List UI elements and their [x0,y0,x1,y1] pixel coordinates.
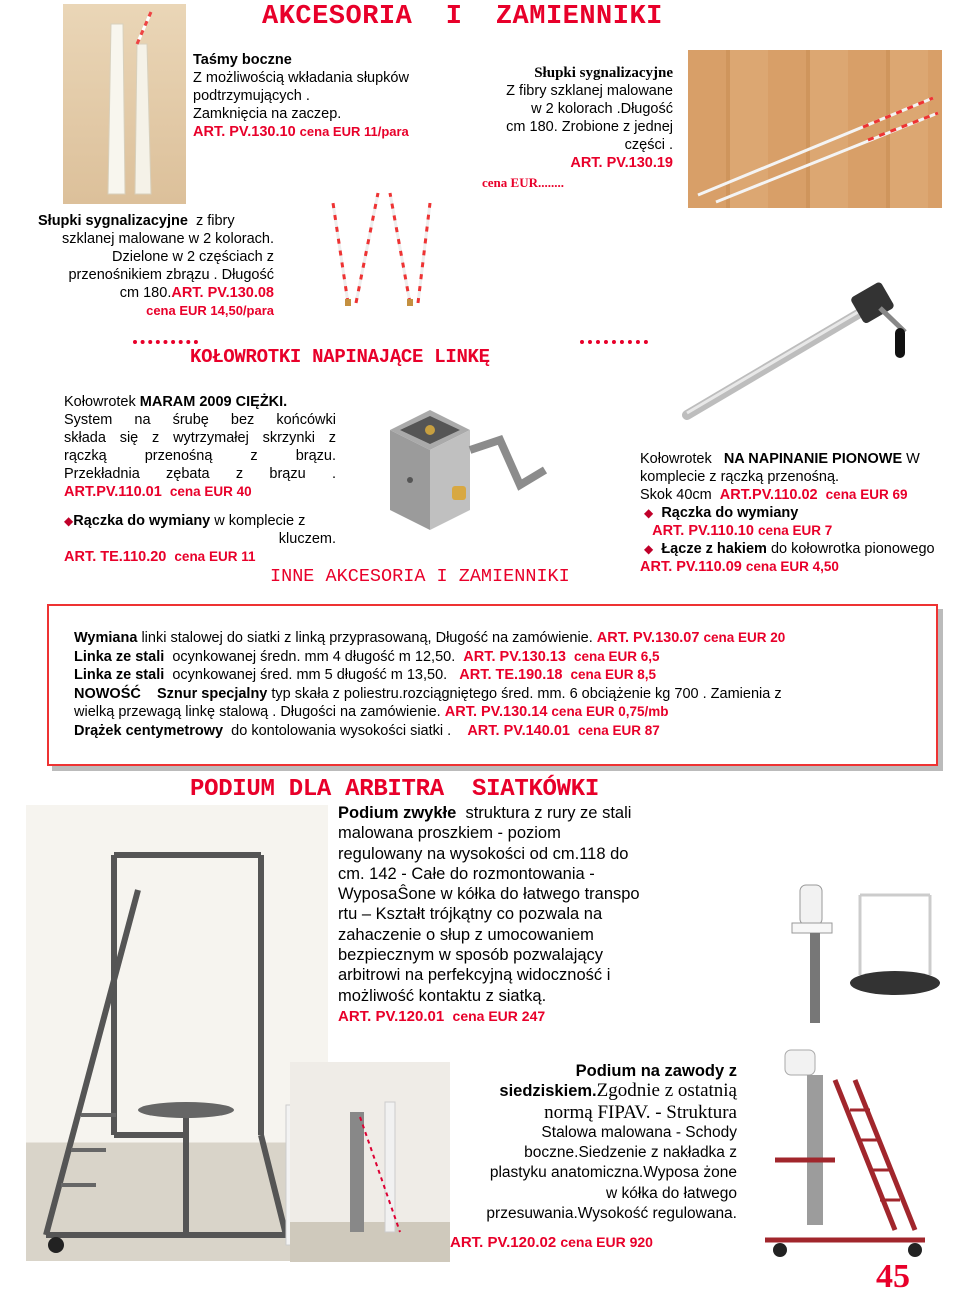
maram-desc-2: składa się z wytrzymałej skrzynki z [64,430,336,446]
inne-row-2-art: ART. PV.130.13 [463,648,566,665]
inne-row-3-art: ART. TE.190.18 [459,667,563,683]
one-piece-posts-art: ART. PV.130.19 [570,155,673,171]
inne-row-2-text: ocynkowanej średn. mm 4 długość m 12,50. [172,648,456,665]
simple-podium-line-5: WyposaŜone w kółka do łatwego transpo [338,885,640,904]
inne-row-3-price: cena EUR 8,5 [570,667,657,682]
side-tapes-price: cena EUR 11/para [299,124,409,139]
inne-row-4-text2: wielką przewagą linkę stalową . Długości na zamówienie. [74,704,441,720]
simple-podium-art: ART. PV.120.01 [338,1007,445,1025]
inne-row-2-bold: Linka ze stali [74,648,165,665]
simple-podium-line-3: regulowany na wysokości od cm.118 do [338,844,629,863]
maram-handle-art: ART. TE.110.20 [64,549,167,565]
split-posts-desc-1: szklanej malowane w 2 kolorach. [62,231,274,247]
competition-podium-price: cena EUR 920 [560,1234,653,1250]
vertical-title: NA NAPINANIE PIONOWE [723,451,903,467]
simple-podium-price: cena EUR 247 [452,1007,546,1024]
inne-row-3 [74,666,894,685]
one-piece-posts-price: cena EUR........ [482,175,564,190]
vertical-art: ART.PV.110.02 [719,487,818,503]
diamond-bullet-icon: ◆ [644,506,654,520]
split-posts-art: ART. PV.130.08 [171,285,274,301]
inne-row-1-price: cena EUR 20 [703,630,786,645]
simple-podium-photo [26,805,328,1261]
inne-row-4-text: typ skała z poliestru.rozciągniętego śred. mm. 6 obciążenie kg 700 . Zamienia z [271,685,782,702]
competition-podium-serif-2: normą FIPAV. - Struktura [544,1101,737,1123]
vertical-hook-title: Łącze z hakiem [661,541,767,557]
competition-podium-small-photo [770,865,942,1030]
split-posts-photo [288,185,458,315]
competition-podium-serif-1: Zgodnie z ostatnią [596,1080,737,1102]
inne-row-4-art: ART. PV.130.14 [444,704,548,720]
side-tapes-photo [63,4,186,204]
maram-art: ART.PV.110.01 [64,484,162,500]
competition-podium-art-row [450,1234,653,1251]
split-posts-desc [30,230,274,320]
simple-podium-line-2: malowana proszkiem - poziom [338,824,561,843]
competition-podium-line-4: w kółka do łatwego [606,1184,737,1202]
inne-row-5 [74,722,894,741]
competition-podium-line-2: boczne.Siedzenie z nakładka z [524,1144,737,1162]
vertical-handle-price: cena EUR 7 [757,523,833,538]
side-tapes-desc-3: Zamknięcia na zaczep. [193,106,342,122]
competition-podium-art: ART. PV.120.02 [450,1234,557,1251]
maram-desc-4: Przekładnia zębata z brązu . [64,466,336,482]
side-tapes-title: Taśmy boczne [193,52,292,68]
split-posts-desc-first: z fibry [195,213,235,229]
inne-row-5-bold: Drążek centymetrowy [74,722,224,739]
split-posts-title: Słupki sygnalizacyjne [38,213,188,229]
vertical-hook-price: cena EUR 4,50 [745,559,839,574]
inne-row-2-price: cena EUR 6,5 [574,648,660,664]
split-posts-desc-2: Dzielone w 2 częściach z [112,249,274,265]
one-piece-posts-desc-1: Z fibry szklanej malowane [506,83,673,99]
side-tapes-block [193,51,409,141]
maram-title: MARAM 2009 CIĘŻKI. [139,394,288,410]
inne-row-1 [74,629,894,648]
vertical-price: cena EUR 69 [825,487,908,502]
inne-row-2 [74,648,894,667]
vertical-desc: komplecie z rączką przenośną. [640,469,840,485]
vertical-title-suffix: W [906,451,920,467]
competition-podium-line-5: przesuwania.Wysokość regulowana. [486,1205,737,1223]
one-piece-posts-desc-3: cm 180. Zrobione z jednej [506,119,673,135]
page-title: AKCESORIA I ZAMIENNIKI [262,2,663,32]
vertical-hook-rest: do kołowrotka pionowego [770,541,935,557]
vertical-hook-art: ART. PV.110.09 [640,559,742,575]
inne-row-1-art: ART. PV.130.07 [596,630,700,646]
one-piece-posts-title: Słupki sygnalizacyjne [534,65,673,81]
simple-podium-line-10: możliwość kontaktu z siatką. [338,986,547,1005]
inne-row-1-text: linki stalowej do siatki z linką przyprasowaną, Długość na zamówienie. [141,630,593,646]
competition-podium-block [442,1061,737,1224]
simple-podium-line-6: rtu – Kształt trójkątny co pozwala na [338,905,603,924]
vertical-title-prefix: Kołowrotek [640,451,712,467]
vertical-handle-title: Rączka do wymiany [661,505,799,521]
competition-podium-red-large-photo [745,1040,945,1265]
dotted-rule-left [133,340,198,344]
split-posts-length: cm 180. [119,285,172,301]
side-tapes-art: ART. PV.130.10 [193,124,296,140]
split-posts-desc-3: przenośnikiem zbrązu . Długość [68,267,274,283]
maram-handle-rest: w komplecie z [214,513,306,529]
inne-list [74,629,894,740]
simple-podium-line-7: zahaczenie o słup z umocowaniem [338,925,594,944]
maram-desc-1: System na śrubę bez końcówki [64,412,336,428]
one-piece-posts-block [470,64,673,172]
maram-title-prefix: Kołowrotek [64,394,136,410]
maram-handle-price: cena EUR 11 [174,549,256,564]
one-piece-posts-photo [688,50,942,208]
inne-row-4b [74,703,894,722]
inne-section-title: INNE AKCESORIA I ZAMIENNIKI [270,566,570,587]
competition-podium-title2: siedziskiem. [499,1082,597,1101]
inne-row-4-price: cena EUR 0,75/mb [551,704,669,719]
inne-row-3-text: ocynkowanej śred. mm 5 długość m 13,50. [172,667,448,683]
inne-row-5-price: cena EUR 87 [578,722,660,738]
vertical-skok: Skok 40cm [640,487,712,503]
inne-row-4-bold: NOWOŚĆ Sznur specjalny [74,685,268,702]
competition-podium-line-3: plastyku anatomiczna.Wyposa żone [489,1164,737,1182]
one-piece-posts-desc-2: w 2 kolorach .Długość [531,101,673,117]
simple-podium-line-9: arbitrowi na perfekcyjną widoczność i [338,966,611,985]
maram-handle-rest2: kluczem. [278,531,336,547]
vertical-tensioner-block [640,450,960,576]
maram-block [64,393,336,501]
maram-winder-photo [370,390,618,560]
split-posts-price: cena EUR 14,50/para [146,303,274,318]
simple-podium-line-4: cm. 142 - Całe do rozmontowania - [338,864,595,883]
maram-handle-block [64,512,336,566]
simple-podium-title: Podium zwykłe [338,804,457,822]
simple-podium-block [338,803,668,1027]
inne-row-3-bold: Linka ze stali [74,667,165,683]
kolowrotki-section-title: KOŁOWROTKI NAPINAJĄCE LINKĘ [190,346,490,368]
page-number: 45 [876,1258,910,1295]
competition-podium-red-photo [290,1062,450,1262]
inne-row-4 [74,685,894,704]
split-posts-block [38,212,274,230]
vertical-tensioner-photo [655,270,935,435]
one-piece-posts-desc-4: części . [624,137,673,153]
side-tapes-desc-2: podtrzymujących . [193,88,310,104]
inne-row-1-bold: Wymiana [74,630,138,646]
side-tapes-desc-1: Z możliwością wkładania słupków [193,70,409,86]
diamond-bullet-icon: ◆ [64,514,74,528]
diamond-bullet-icon: ◆ [644,542,654,556]
maram-handle-title: Rączka do wymiany [73,513,211,529]
podium-section-title: PODIUM DLA ARBITRA SIATKÓWKI [190,776,599,803]
dotted-rule-right [580,340,648,344]
inne-row-5-art: ART. PV.140.01 [467,722,570,739]
competition-podium-title: Podium na zawody z [575,1062,737,1080]
competition-podium-line-1: Stalowa malowana - Schody [541,1123,737,1141]
simple-podium-line-1: struktura z rury ze stali [465,804,632,822]
vertical-handle-art: ART. PV.110.10 [652,523,754,539]
inne-row-5-text: do kontolowania wysokości siatki . [231,722,452,739]
maram-price: cena EUR 40 [169,484,252,499]
maram-desc-3: rączką przenośną z brązu. [64,448,336,464]
simple-podium-line-8: bezpiecznym w sposób pozwalający [338,946,604,965]
